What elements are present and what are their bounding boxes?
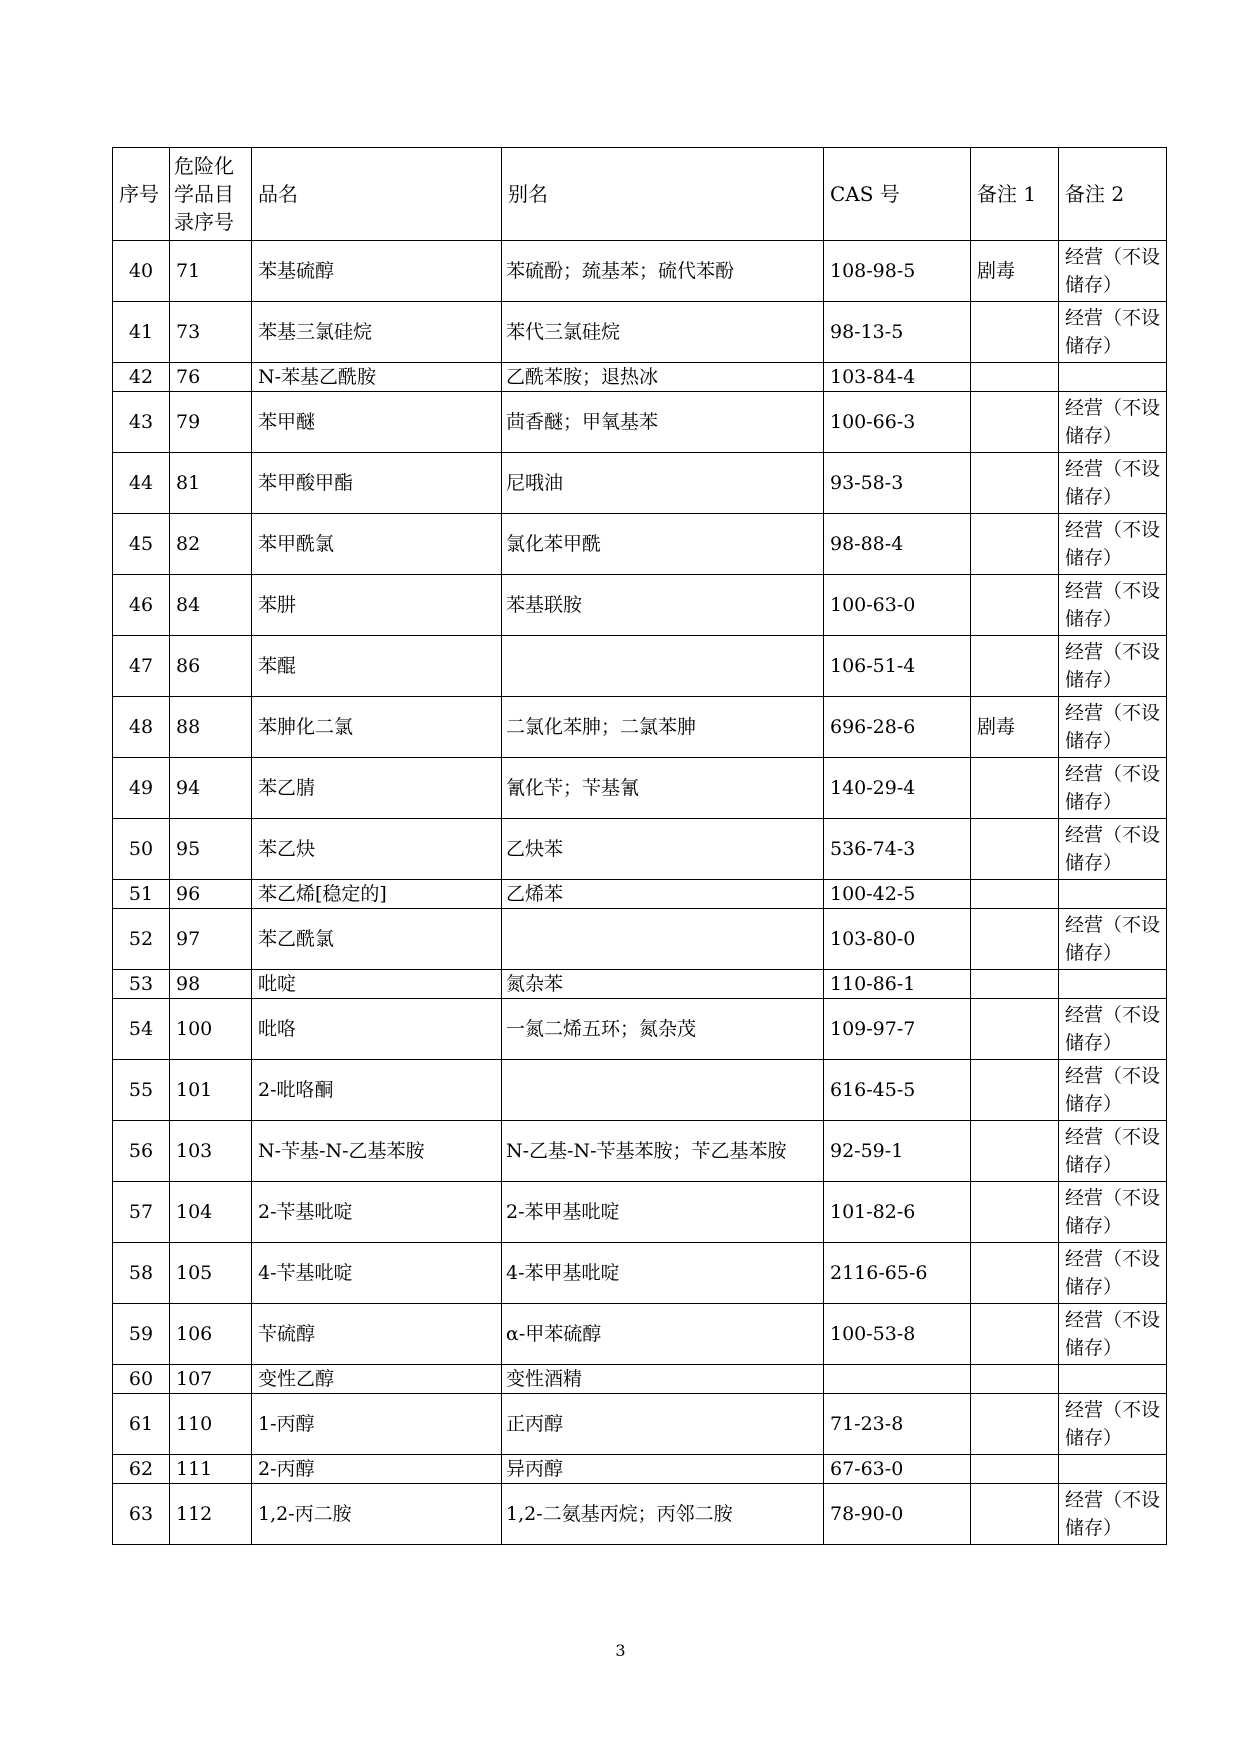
table-body [113,241,1167,1545]
table-row [113,1182,1167,1243]
cell-cas-number: 536-74-3 [824,819,971,880]
cell-alias: 乙烯苯 [502,880,824,909]
cell-remark-1 [971,1365,1059,1394]
cell-serial-number: 55 [113,1060,170,1121]
cell-remark-2: 经营（不设储存） [1059,758,1167,819]
header-catalog-number: 危险化学品目录序号 [170,148,252,241]
cell-remark-1 [971,880,1059,909]
cell-product-name: 苯乙腈 [252,758,502,819]
cell-alias: 1,2-二氨基丙烷；丙邻二胺 [502,1484,824,1545]
cell-catalog-number: 84 [170,575,252,636]
cell-serial-number: 63 [113,1484,170,1545]
cell-remark-2: 经营（不设储存） [1059,1394,1167,1455]
cell-alias: 苯硫酚；巯基苯；硫代苯酚 [502,241,824,302]
cell-product-name: 1-丙醇 [252,1394,502,1455]
header-cas-number: CAS 号 [824,148,971,241]
table-row [113,575,1167,636]
cell-catalog-number: 76 [170,363,252,392]
table-row [113,758,1167,819]
cell-remark-2: 经营（不设储存） [1059,1121,1167,1182]
cell-cas-number: 78-90-0 [824,1484,971,1545]
cell-serial-number: 42 [113,363,170,392]
cell-alias: 苯基联胺 [502,575,824,636]
table-row [113,1394,1167,1455]
table-row [113,999,1167,1060]
hazardous-chemicals-table [112,147,1167,1545]
cell-cas-number: 696-28-6 [824,697,971,758]
cell-catalog-number: 103 [170,1121,252,1182]
cell-product-name: 1,2-丙二胺 [252,1484,502,1545]
table-row [113,1121,1167,1182]
cell-serial-number: 49 [113,758,170,819]
cell-catalog-number: 86 [170,636,252,697]
header-product-name: 品名 [252,148,502,241]
cell-remark-1 [971,363,1059,392]
header-remark-2: 备注 2 [1059,148,1167,241]
cell-catalog-number: 107 [170,1365,252,1394]
cell-remark-2: 经营（不设储存） [1059,575,1167,636]
cell-alias: 二氯化苯胂；二氯苯胂 [502,697,824,758]
cell-remark-2 [1059,880,1167,909]
cell-serial-number: 62 [113,1455,170,1484]
cell-cas-number: 98-13-5 [824,302,971,363]
cell-remark-1: 剧毒 [971,697,1059,758]
cell-cas-number: 92-59-1 [824,1121,971,1182]
table-row [113,363,1167,392]
cell-alias: 变性酒精 [502,1365,824,1394]
cell-remark-1 [971,970,1059,999]
header-serial-number: 序号 [113,148,170,241]
cell-alias [502,1060,824,1121]
table-header-row [113,148,1167,241]
cell-catalog-number: 81 [170,453,252,514]
cell-cas-number: 100-66-3 [824,392,971,453]
cell-serial-number: 57 [113,1182,170,1243]
cell-catalog-number: 112 [170,1484,252,1545]
cell-catalog-number: 100 [170,999,252,1060]
page-number: 3 [615,1641,626,1660]
cell-catalog-number: 105 [170,1243,252,1304]
table-row [113,636,1167,697]
cell-cas-number: 140-29-4 [824,758,971,819]
cell-catalog-number: 79 [170,392,252,453]
cell-serial-number: 52 [113,909,170,970]
cell-alias: 氮杂苯 [502,970,824,999]
cell-remark-2: 经营（不设储存） [1059,909,1167,970]
cell-product-name: N-苄基-N-乙基苯胺 [252,1121,502,1182]
table-row [113,453,1167,514]
cell-alias: 异丙醇 [502,1455,824,1484]
cell-catalog-number: 110 [170,1394,252,1455]
cell-cas-number: 616-45-5 [824,1060,971,1121]
cell-remark-2: 经营（不设储存） [1059,1060,1167,1121]
table-row [113,1484,1167,1545]
cell-serial-number: 46 [113,575,170,636]
cell-remark-2 [1059,1365,1167,1394]
cell-catalog-number: 94 [170,758,252,819]
cell-serial-number: 47 [113,636,170,697]
cell-product-name: 苯甲醚 [252,392,502,453]
cell-cas-number: 101-82-6 [824,1182,971,1243]
cell-remark-2: 经营（不设储存） [1059,241,1167,302]
cell-remark-2: 经营（不设储存） [1059,514,1167,575]
cell-alias: 尼哦油 [502,453,824,514]
cell-cas-number [824,1365,971,1394]
cell-cas-number: 100-63-0 [824,575,971,636]
cell-cas-number: 103-84-4 [824,363,971,392]
cell-alias: 2-苯甲基吡啶 [502,1182,824,1243]
cell-remark-2: 经营（不设储存） [1059,1304,1167,1365]
cell-remark-2 [1059,363,1167,392]
cell-serial-number: 59 [113,1304,170,1365]
header-remark-1: 备注 1 [971,148,1059,241]
table-row [113,1243,1167,1304]
table-row [113,514,1167,575]
cell-catalog-number: 73 [170,302,252,363]
cell-alias: 乙炔苯 [502,819,824,880]
cell-alias [502,909,824,970]
cell-product-name: 苄硫醇 [252,1304,502,1365]
cell-remark-2: 经营（不设储存） [1059,1484,1167,1545]
cell-product-name: 苯基硫醇 [252,241,502,302]
cell-serial-number: 43 [113,392,170,453]
cell-cas-number: 71-23-8 [824,1394,971,1455]
cell-cas-number: 103-80-0 [824,909,971,970]
cell-remark-1 [971,1182,1059,1243]
table-row [113,880,1167,909]
cell-serial-number: 48 [113,697,170,758]
cell-alias: 乙酰苯胺；退热冰 [502,363,824,392]
cell-alias: N-乙基-N-苄基苯胺；苄乙基苯胺 [502,1121,824,1182]
cell-remark-1: 剧毒 [971,241,1059,302]
table-row [113,697,1167,758]
cell-remark-1 [971,819,1059,880]
cell-remark-2: 经营（不设储存） [1059,453,1167,514]
table-row [113,1060,1167,1121]
cell-remark-2: 经营（不设储存） [1059,819,1167,880]
cell-remark-2: 经营（不设储存） [1059,636,1167,697]
cell-product-name: 2-吡咯酮 [252,1060,502,1121]
cell-cas-number: 100-53-8 [824,1304,971,1365]
cell-serial-number: 54 [113,999,170,1060]
cell-remark-1 [971,1060,1059,1121]
cell-product-name: 2-苄基吡啶 [252,1182,502,1243]
cell-remark-2: 经营（不设储存） [1059,302,1167,363]
cell-remark-2: 经营（不设储存） [1059,999,1167,1060]
table-row [113,1365,1167,1394]
cell-alias: α-甲苯硫醇 [502,1304,824,1365]
cell-alias: 氰化苄；苄基氰 [502,758,824,819]
cell-remark-1 [971,1121,1059,1182]
cell-cas-number: 93-58-3 [824,453,971,514]
cell-cas-number: 67-63-0 [824,1455,971,1484]
cell-remark-1 [971,1484,1059,1545]
cell-remark-1 [971,1455,1059,1484]
table-row [113,302,1167,363]
cell-alias: 苯代三氯硅烷 [502,302,824,363]
cell-serial-number: 60 [113,1365,170,1394]
cell-serial-number: 58 [113,1243,170,1304]
table-row [113,909,1167,970]
cell-remark-2: 经营（不设储存） [1059,392,1167,453]
cell-product-name: 吡啶 [252,970,502,999]
cell-cas-number: 108-98-5 [824,241,971,302]
cell-remark-1 [971,392,1059,453]
cell-cas-number: 106-51-4 [824,636,971,697]
cell-serial-number: 50 [113,819,170,880]
cell-product-name: 苯甲酰氯 [252,514,502,575]
header-alias: 别名 [502,148,824,241]
cell-serial-number: 45 [113,514,170,575]
cell-serial-number: 56 [113,1121,170,1182]
cell-product-name: 苯乙酰氯 [252,909,502,970]
cell-alias: 茴香醚；甲氧基苯 [502,392,824,453]
cell-remark-1 [971,514,1059,575]
cell-product-name: 苯乙烯[稳定的] [252,880,502,909]
cell-remark-1 [971,636,1059,697]
table-row [113,392,1167,453]
cell-remark-1 [971,758,1059,819]
cell-product-name: 苯胂化二氯 [252,697,502,758]
cell-remark-1 [971,909,1059,970]
cell-remark-2 [1059,1455,1167,1484]
cell-serial-number: 44 [113,453,170,514]
table-row [113,1455,1167,1484]
cell-alias: 正丙醇 [502,1394,824,1455]
cell-catalog-number: 106 [170,1304,252,1365]
cell-catalog-number: 98 [170,970,252,999]
cell-alias: 4-苯甲基吡啶 [502,1243,824,1304]
cell-serial-number: 53 [113,970,170,999]
cell-serial-number: 40 [113,241,170,302]
cell-catalog-number: 71 [170,241,252,302]
cell-catalog-number: 101 [170,1060,252,1121]
table-row [113,819,1167,880]
cell-product-name: 吡咯 [252,999,502,1060]
cell-remark-1 [971,1304,1059,1365]
cell-cas-number: 98-88-4 [824,514,971,575]
cell-product-name: 苯醌 [252,636,502,697]
cell-catalog-number: 95 [170,819,252,880]
cell-product-name: 变性乙醇 [252,1365,502,1394]
cell-catalog-number: 96 [170,880,252,909]
cell-serial-number: 51 [113,880,170,909]
cell-alias: 一氮二烯五环；氮杂茂 [502,999,824,1060]
cell-cas-number: 109-97-7 [824,999,971,1060]
cell-remark-1 [971,1243,1059,1304]
cell-remark-1 [971,453,1059,514]
cell-cas-number: 100-42-5 [824,880,971,909]
cell-product-name: 2-丙醇 [252,1455,502,1484]
cell-catalog-number: 111 [170,1455,252,1484]
cell-remark-1 [971,575,1059,636]
cell-product-name: 苯基三氯硅烷 [252,302,502,363]
cell-remark-2 [1059,970,1167,999]
cell-catalog-number: 97 [170,909,252,970]
cell-cas-number: 110-86-1 [824,970,971,999]
cell-catalog-number: 82 [170,514,252,575]
cell-remark-1 [971,999,1059,1060]
cell-product-name: 4-苄基吡啶 [252,1243,502,1304]
cell-remark-2: 经营（不设储存） [1059,1243,1167,1304]
cell-catalog-number: 104 [170,1182,252,1243]
cell-alias: 氯化苯甲酰 [502,514,824,575]
cell-remark-2: 经营（不设储存） [1059,1182,1167,1243]
table-row [113,970,1167,999]
cell-remark-1 [971,302,1059,363]
table-row [113,241,1167,302]
cell-remark-1 [971,1394,1059,1455]
cell-product-name: 苯甲酸甲酯 [252,453,502,514]
cell-cas-number: 2116-65-6 [824,1243,971,1304]
cell-alias [502,636,824,697]
cell-product-name: 苯乙炔 [252,819,502,880]
cell-serial-number: 61 [113,1394,170,1455]
cell-remark-2: 经营（不设储存） [1059,697,1167,758]
cell-product-name: N-苯基乙酰胺 [252,363,502,392]
cell-catalog-number: 88 [170,697,252,758]
cell-product-name: 苯肼 [252,575,502,636]
table-row [113,1304,1167,1365]
cell-serial-number: 41 [113,302,170,363]
